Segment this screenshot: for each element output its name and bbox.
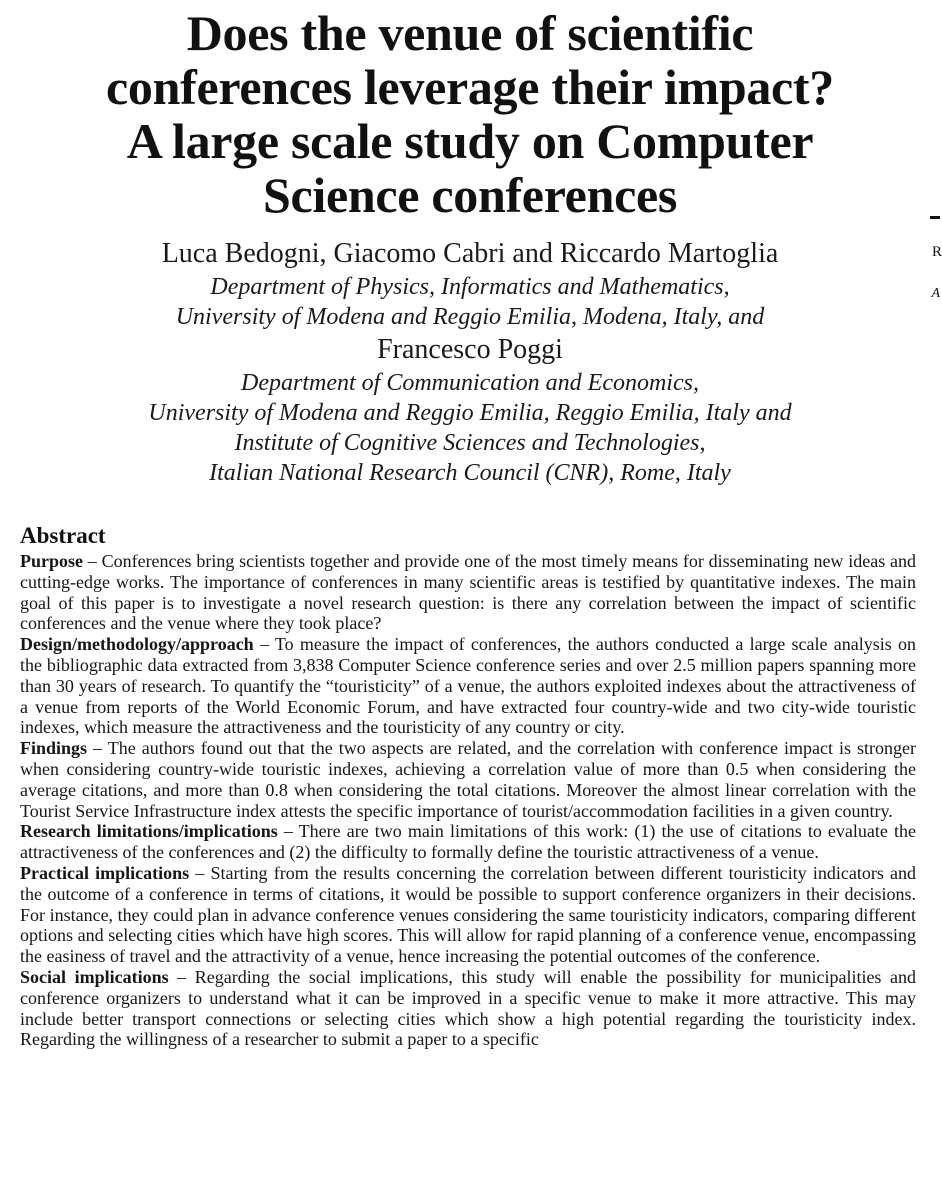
section-text: – Starting from the results concerning the correlation between different touristicity indicators and the outcome of a conference in terms of citations, it would be possible to support conference organizers in their decisions. For instance, they could plan in advance conference venues considering the same touristicity indicators, comparing different options and selecting cities which have high scores. This will allow for rapid planning of a conference venue, encompassing the easiness of travel and the attractivity of a venue, hence increasing the potential outcomes of the conference.: [20, 862, 917, 967]
section-text: – The authors found out that the two aspects are related, and the correlation with conference impact is stronger when considering country-wide touristic indexes, achieving a correlation value of more than 0.5 when considering the average citations, and more than 0.8 when considering the total citations. Moreover the almost linear correlation with the Tourist Service Infrastructure index attests the specific importance of tourist/accommodation facilities in a given country.: [20, 738, 916, 821]
affiliation-line: University of Modena and Reggio Emilia, Reggio Emilia, Italy and: [148, 400, 792, 426]
abstract-section-findings: [20, 738, 916, 821]
author-names: Francesco Poggi: [377, 334, 563, 365]
affiliation-line: University of Modena and Reggio Emilia, Modena, Italy, and: [175, 304, 765, 330]
abstract-heading: Abstract: [20, 523, 106, 548]
affiliation-line: Department of Communication and Economics,: [241, 370, 699, 396]
author-names: Luca Bedogni, Giacomo Cabri and Riccardo Martoglia: [161, 238, 779, 269]
abstract-section-purpose: [20, 551, 916, 634]
section-label: Findings: [20, 738, 88, 759]
abstract-body: [20, 551, 916, 1050]
section-text: – To measure the impact of conferences, the authors conducted a large scale analysis on the bibliographic data extracted from 3,838 Computer Science conference series and over 2.5 million papers spanning more than 30 years of research. To quantify the “touristicity” of a venue, the authors exploited indexes about the attractiveness of a venue from reports of the World Economic Forum, and have extracted four country-wide and two city-wide touristic indexes, which measure the attractiveness and the touristicity of any country or city.: [20, 634, 916, 738]
title-line: conferences leverage their impact?: [106, 59, 834, 115]
section-text: – There are two main limitations of this work: (1) the use of citations to evaluate the attractiveness of the conferences and (2) the difficulty to formally define the touristic attractiveness of a venue.: [20, 821, 916, 863]
abstract-section-design: [20, 634, 916, 738]
affiliation-line: Italian National Research Council (CNR), Rome, Italy: [209, 460, 731, 486]
section-label: Design/methodology/approach: [20, 634, 254, 655]
section-label: Research limitations/implications: [20, 821, 278, 842]
fragment-rule: [930, 216, 940, 219]
title-line: A large scale study on Computer: [126, 113, 814, 169]
abstract-section-social: [20, 967, 916, 1050]
affiliation-line: Department of Physics, Informatics and Mathematics,: [210, 274, 730, 300]
abstract-section-limitations: [20, 821, 916, 863]
paper-title: [0, 6, 940, 222]
title-line: Science conferences: [262, 167, 678, 223]
fragment-letter: A: [931, 286, 940, 301]
section-label: Purpose: [20, 551, 83, 571]
abstract-section-practical: [20, 863, 916, 967]
title-line: Does the venue of scientific: [186, 5, 754, 61]
section-label: Social implications: [20, 966, 169, 987]
affiliation-line: Institute of Cognitive Sciences and Technologies,: [234, 430, 706, 456]
author-block: [0, 236, 940, 488]
section-text: – Conferences bring scientists together and provide one of the most timely means for disseminating new ideas and cutting-edge works. The importance of conferences in many scientific areas is testified by quantitative indexes. The main goal of this paper is to investigate a novel research question: is there any correlation between the impact of scientific conferences and the venue where they took place?: [20, 551, 916, 634]
section-label: Practical implications: [20, 862, 190, 883]
section-text: – Regarding the social implications, this study will enable the possibility for municipalities and conference organizers to understand what it can be improved in a specific venue to make it more attractive. This may include better transport connections or selecting cities which show a high potential regarding the touristicity index. Regarding the willingness of a researcher to submit a paper to a specific: [20, 966, 917, 1050]
fragment-letter: R: [931, 244, 942, 260]
